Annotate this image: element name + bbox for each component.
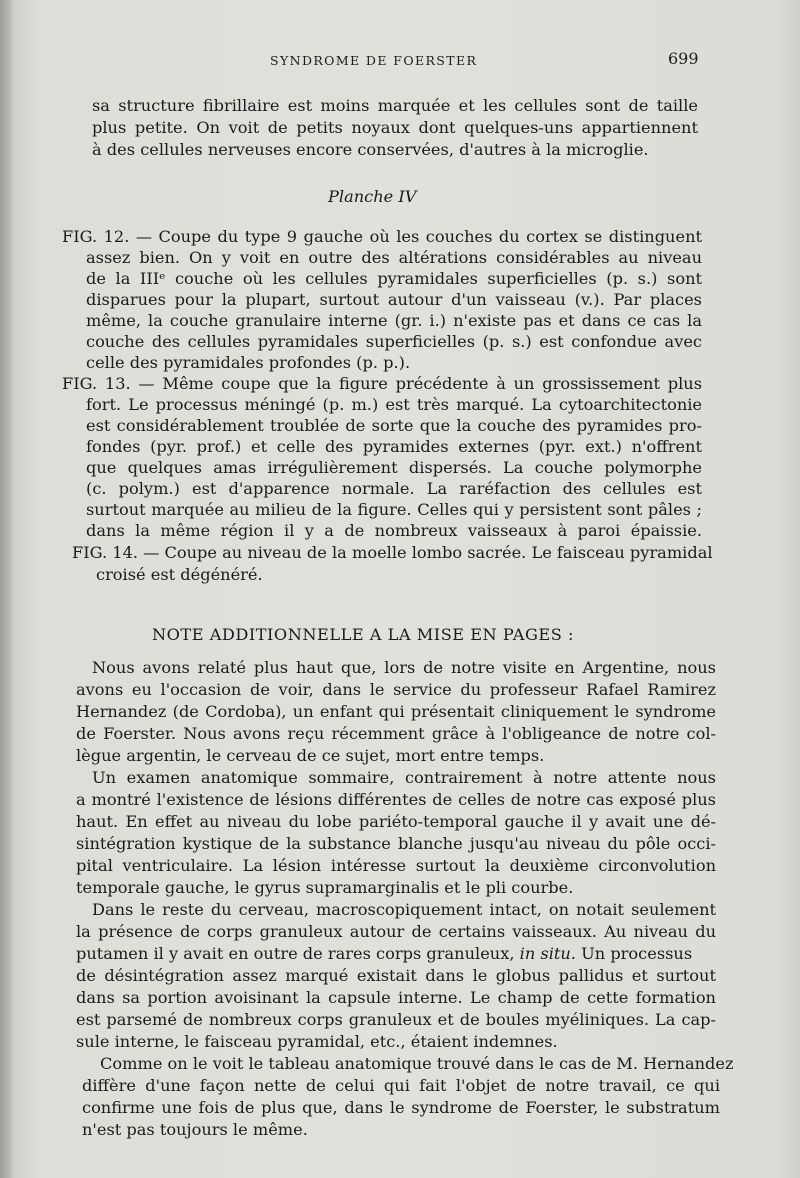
body-line: sintégration kystique de la substance blanche jusqu'au niveau du pôle occi- — [76, 834, 716, 853]
body-line: Un examen anatomique sommaire, contrairement à notre attente nous — [92, 768, 716, 787]
body-line-tail: Un processus — [581, 944, 693, 963]
body-line: haut. En effet au niveau du lobe pariéto-temporal gauche il y avait une dé- — [76, 812, 716, 831]
body-line: dans sa portion avoisinant la capsule interne. Le champ de cette formation — [76, 988, 716, 1007]
body-line: la présence de corps granuleux autour de certains vaisseaux. Au niveau du — [76, 922, 716, 941]
body-line: pital ventriculaire. La lésion intéresse surtout la deuxième circonvolution — [76, 856, 716, 875]
figure-caption-line: fort. Le processus méningé (p. m.) est très marqué. La cytoarchitectonie — [86, 395, 702, 414]
body-line: plus petite. On voit de petits noyaux dont quelques-uns appartiennent — [92, 118, 698, 137]
body-line: diffère d'une façon nette de celui qui fait l'objet de notre travail, ce qui — [82, 1076, 720, 1095]
figure-caption-line: surtout marquée au milieu de la figure. Celles qui y persistent sont pâles ; — [86, 500, 702, 519]
body-line: sule interne, le faisceau pyramidal, etc., étaient indemnes. — [76, 1032, 558, 1051]
figure-caption-line: FIG. 12. — Coupe du type 9 gauche où les couches du cortex se distinguent — [62, 227, 702, 246]
figure-caption-line: que quelques amas irrégulièrement dispersés. La couche polymorphe — [86, 458, 702, 477]
section-heading: NOTE ADDITIONNELLE A LA MISE EN PAGES : — [152, 625, 574, 644]
page-gutter-shadow — [0, 0, 14, 1178]
body-line: sa structure fibrillaire est moins marquée et les cellules sont de taille — [92, 96, 698, 115]
running-title: SYNDROME DE FOERSTER — [270, 53, 478, 68]
body-line: n'est pas toujours le même. — [82, 1120, 308, 1139]
body-line: lègue argentin, le cerveau de ce sujet, mort entre temps. — [76, 746, 545, 765]
body-line: a montré l'existence de lésions différentes de celles de notre cas exposé plus — [76, 790, 716, 809]
body-line: de désintégration assez marqué existait dans le globus pallidus et surtout — [76, 966, 716, 985]
plate-title: Planche IV — [328, 187, 417, 206]
figure-caption-line: assez bien. On y voit en outre des altérations considérables au niveau — [86, 248, 702, 267]
body-line-text: putamen il y avait en outre de rares corps granuleux, — [76, 944, 515, 963]
body-line — [76, 944, 692, 965]
figure-caption-line: même, la couche granulaire interne (gr. i.) n'existe pas et dans ce cas la — [86, 311, 702, 330]
body-line: Nous avons relaté plus haut que, lors de notre visite en Argentine, nous — [92, 658, 716, 677]
page-number: 699 — [668, 49, 699, 68]
figure-caption-line: (c. polym.) est d'apparence normale. La raréfaction des cellules est — [86, 479, 702, 498]
body-line: de Foerster. Nous avons reçu récemment grâce à l'obligeance de notre col- — [76, 724, 716, 743]
figure-caption-line: disparues pour la plupart, surtout autour d'un vaisseau (v.). Par places — [86, 290, 702, 309]
body-line: temporale gauche, le gyrus supramarginalis et le pli courbe. — [76, 878, 574, 897]
figure-caption-line: croisé est dégénéré. — [96, 565, 263, 584]
body-line: à des cellules nerveuses encore conservées, d'autres à la microglie. — [92, 140, 649, 159]
body-line: Hernandez (de Cordoba), un enfant qui présentait cliniquement le syndrome — [76, 702, 716, 721]
figure-caption-line: de la IIIᵉ couche où les cellules pyramidales superficielles (p. s.) sont — [86, 269, 702, 288]
body-line: confirme une fois de plus que, dans le syndrome de Foerster, le substratum — [82, 1098, 720, 1117]
figure-caption-line: fondes (pyr. prof.) et celle des pyramides externes (pyr. ext.) n'offrent — [86, 437, 702, 456]
figure-caption-line: FIG. 14. — Coupe au niveau de la moelle lombo sacrée. Le faisceau pyramidal — [72, 543, 713, 562]
figure-caption-line: celle des pyramidales profondes (p. p.). — [86, 353, 411, 372]
figure-caption-line: FIG. 13. — Même coupe que la figure précédente à un grossissement plus — [62, 374, 702, 393]
body-line: avons eu l'occasion de voir, dans le service du professeur Rafael Ramirez — [76, 680, 716, 699]
body-line: Dans le reste du cerveau, macroscopiquement intact, on notait seulement — [92, 900, 716, 919]
figure-caption-line: dans la même région il y a de nombreux vaisseaux à paroi épaissie. — [86, 521, 702, 540]
figure-caption-line: est considérablement troublée de sorte que la couche des pyramides pro- — [86, 416, 702, 435]
body-line: Comme on le voit le tableau anatomique trouvé dans le cas de M. Hernandez — [100, 1054, 734, 1073]
figure-caption-line: couche des cellules pyramidales superficielles (p. s.) est confondue avec — [86, 332, 702, 351]
body-line: est parsemé de nombreux corps granuleux et de boules myéliniques. La cap- — [76, 1010, 716, 1029]
inline-italic-term: in situ. — [519, 944, 576, 963]
